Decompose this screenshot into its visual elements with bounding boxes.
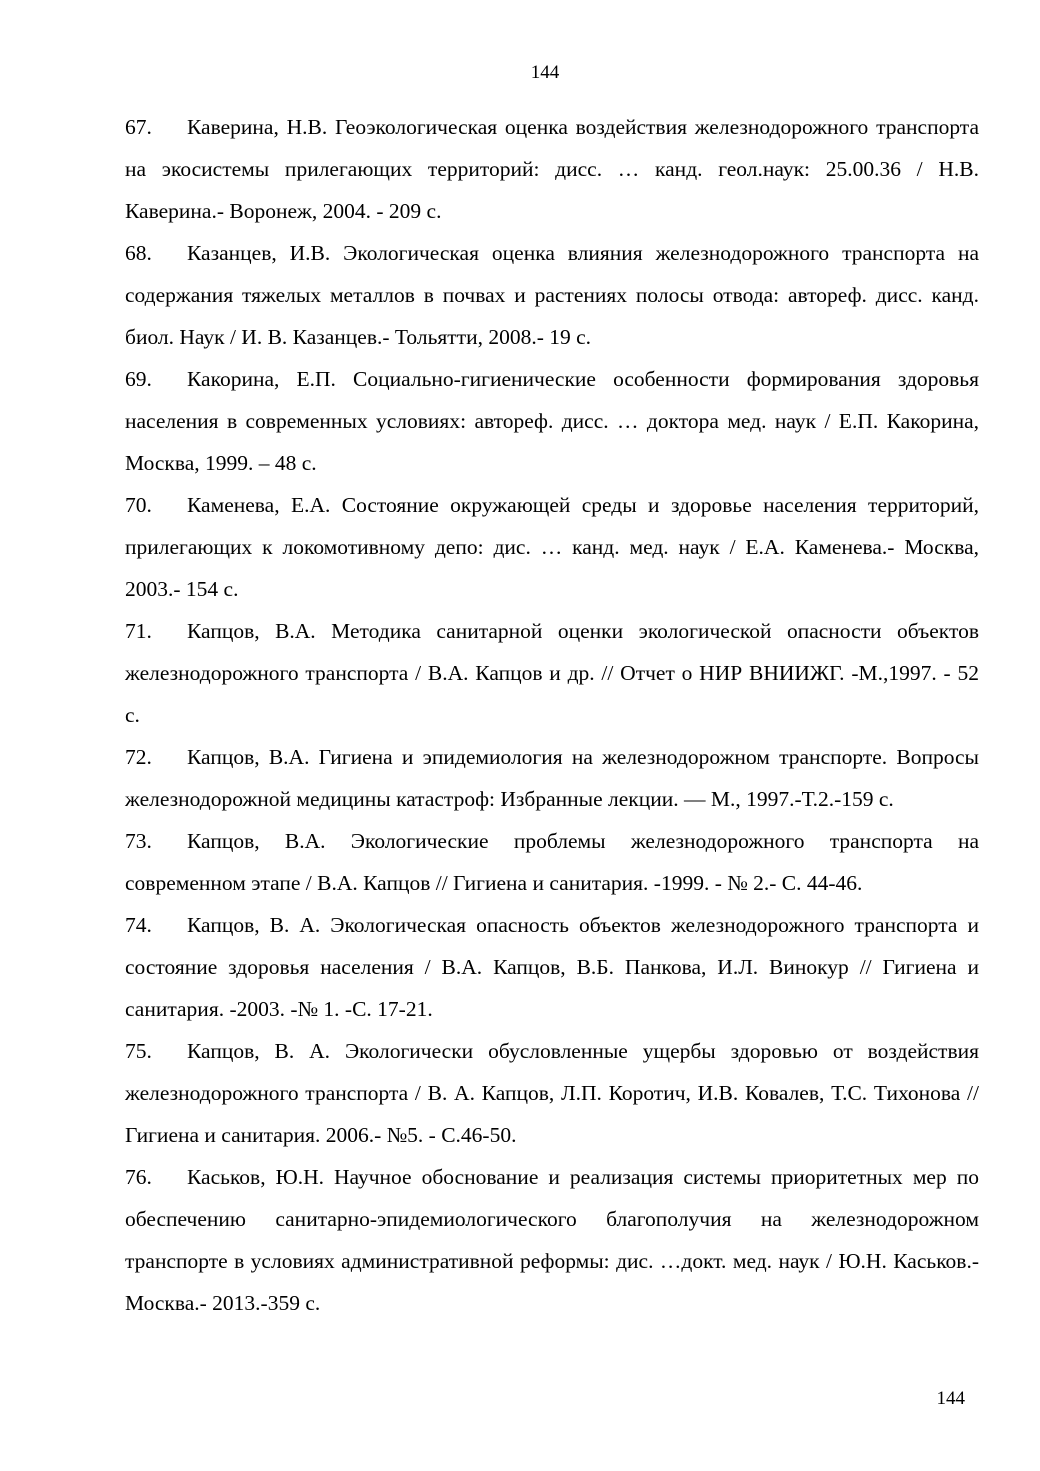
reference-number: 74. xyxy=(125,913,152,937)
reference-text: Капцов, В.А. Экологические проблемы железнодорожного транспорта на современном этапе / В.А. Капцов // Гигиена и санитария. -1999. - № 2.- С. 44-46. xyxy=(125,829,979,895)
reference-text: Казанцев, И.В. Экологическая оценка влияния железнодорожного транспорта на содержания тяжелых металлов в почвах и растениях полосы отвода: автореф. дисс. канд. биол. Наук / И. В. Казанцев.- Тольятти, 2008.- 19 с. xyxy=(125,241,979,349)
reference-number: 69. xyxy=(125,367,152,391)
reference-text: Каверина, Н.В. Геоэкологическая оценка воздействия железнодорожного транспорта на экосистемы прилегающих территорий: дисс. … канд. геол.наук: 25.00.36 / Н.В. Каверина.- Воронеж, 2004. - 209 с. xyxy=(125,115,979,223)
reference-text: Каськов, Ю.Н. Научное обоснование и реализация системы приоритетных мер по обеспечению санитарно-эпидемиологического благополучия на железнодорожном транспорте в условиях административной реформы: дис. …докт. мед. наук / Ю.Н. Каськов.- Москва.- 2013.-359 с. xyxy=(125,1165,979,1315)
reference-text: Какорина, Е.П. Социально-гигиенические особенности формирования здоровья населения в современных условиях: автореф. дисс. … доктора мед. наук / Е.П. Какорина, Москва, 1999. – 48 с. xyxy=(125,367,979,475)
reference-text: Капцов, В. А. Экологическая опасность объектов железнодорожного транспорта и состояние здоровья населения / В.А. Капцов, В.Б. Панкова, И.Л. Винокур // Гигиена и санитария. -2003. -№ 1. -С. 17-21. xyxy=(125,913,979,1021)
reference-list xyxy=(125,106,979,1324)
page-number-top: 144 xyxy=(530,62,560,83)
reference-item-73 xyxy=(125,820,979,904)
reference-text: Каменева, Е.А. Состояние окружающей среды и здоровье населения территорий, прилегающих к локомотивному депо: дис. … канд. мед. наук / Е.А. Каменева.- Москва, 2003.- 154 с. xyxy=(125,493,979,601)
reference-item-68 xyxy=(125,232,979,358)
reference-item-72 xyxy=(125,736,979,820)
reference-number: 75. xyxy=(125,1039,152,1063)
reference-text: Капцов, В.А. Гигиена и эпидемиология на железнодорожном транспорте. Вопросы железнодорожной медицины катастроф: Избранные лекции. — М., 1997.-Т.2.-159 с. xyxy=(125,745,979,811)
reference-item-67 xyxy=(125,106,979,232)
reference-item-74 xyxy=(125,904,979,1030)
page-number-bottom: 144 xyxy=(936,1388,965,1409)
reference-number: 68. xyxy=(125,241,152,265)
reference-item-71 xyxy=(125,610,979,736)
reference-item-75 xyxy=(125,1030,979,1156)
reference-number: 73. xyxy=(125,829,152,853)
reference-number: 67. xyxy=(125,115,152,139)
reference-item-76 xyxy=(125,1156,979,1324)
reference-number: 71. xyxy=(125,619,152,643)
reference-text: Капцов, В.А. Методика санитарной оценки экологической опасности объектов железнодорожного транспорта / В.А. Капцов и др. // Отчет о НИР ВНИИЖГ. -М.,1997. - 52 с. xyxy=(125,619,979,727)
reference-item-69 xyxy=(125,358,979,484)
reference-number: 70. xyxy=(125,493,152,517)
reference-number: 76. xyxy=(125,1165,152,1189)
reference-text: Капцов, В. А. Экологически обусловленные ущербы здоровью от воздействия железнодорожного транспорта / В. А. Капцов, Л.П. Коротич, И.В. Ковалев, Т.С. Тихонова // Гигиена и санитария. 2006.- №5. - С.46-50. xyxy=(125,1039,979,1147)
reference-item-70 xyxy=(125,484,979,610)
reference-number: 72. xyxy=(125,745,152,769)
